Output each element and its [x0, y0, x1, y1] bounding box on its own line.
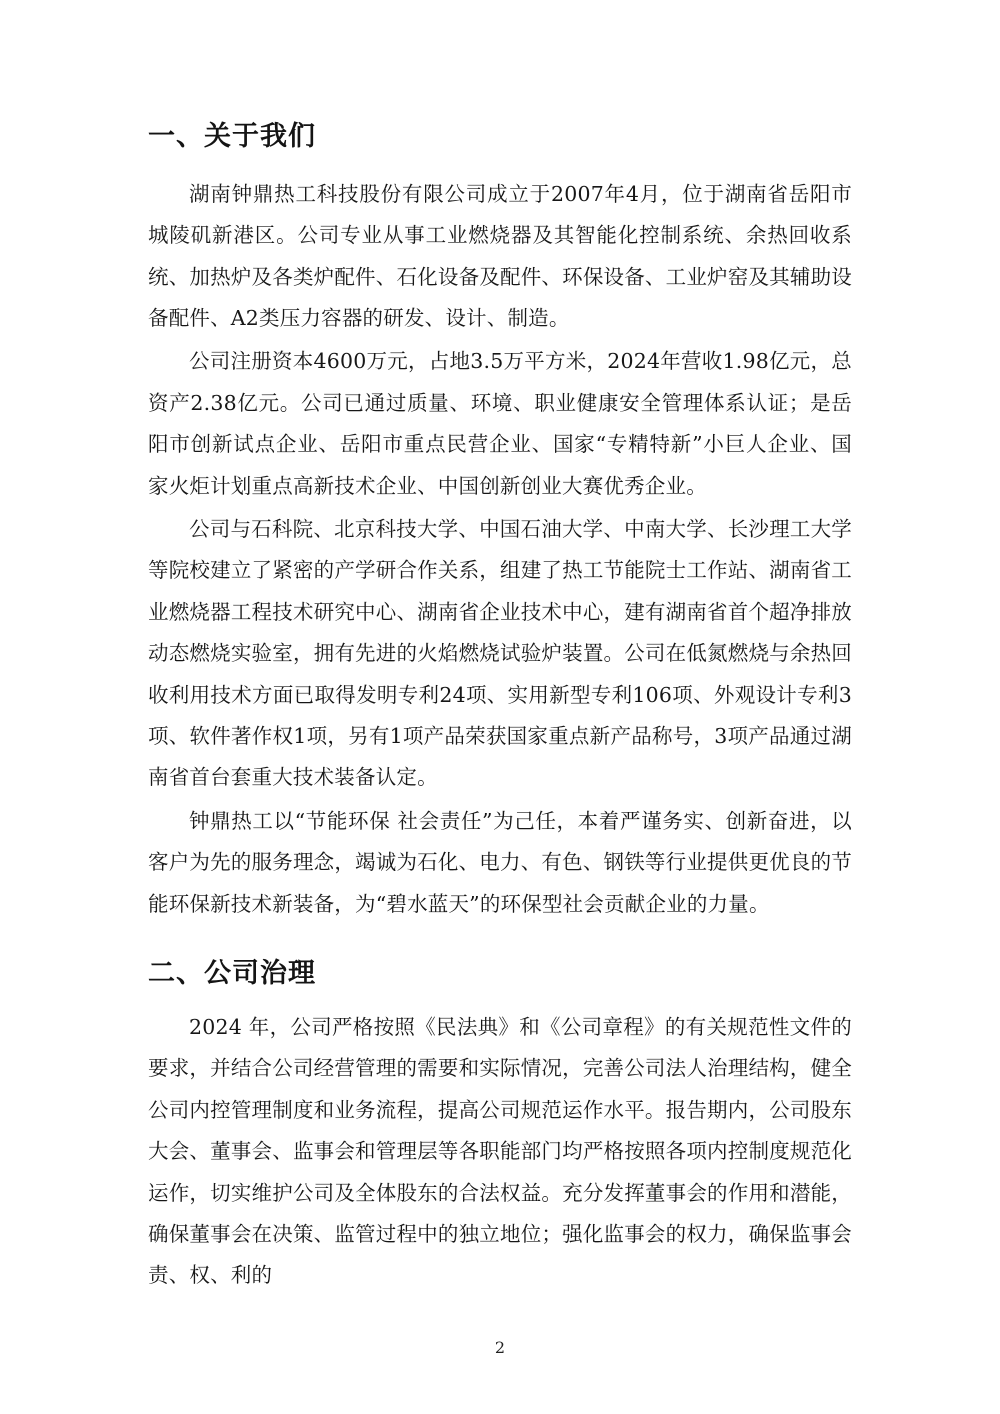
paragraph: 公司与石科院、北京科技大学、中国石油大学、中南大学、长沙理工大学等院校建立了紧密的产学研合作关系，组建了热工节能院士工作站、湖南省工业燃烧器工程技术研究中心、湖南省企业技术中心，建有湖南省首个超净排放动态燃烧实验室，拥有先进的火焰燃烧试验炉装置。公司在低氮燃烧与余热回收利用技术方面已取得发明专利24项、实用新型专利106项、外观设计专利3项、软件著作权1项，另有1项产品荣获国家重点新产品称号，3项产品通过湖南省首台套重大技术装备认定。 — [148, 517, 852, 790]
paragraph: 2024 年，公司严格按照《民法典》和《公司章程》的有关规范性文件的要求，并结合公司经营管理的需要和实际情况，完善公司法人治理结构，健全公司内控管理制度和业务流程，提高公司规范运作水平。报告期内，公司股东大会、董事会、监事会和管理层等各职能部门均严格按照各项内控制度规范化运作，切实维护公司及全体股东的合法权益。充分发挥董事会的作用和潜能，确保董事会在决策、监管过程中的独立地位；强化监事会的权力，确保监事会责、权、利的 — [148, 1014, 852, 1288]
document-body — [148, 118, 852, 1297]
section-heading-corporate-governance: 二、公司治理 — [148, 958, 316, 990]
paragraph: 钟鼎热工以“节能环保 社会责任”为己任，本着严谨务实、创新奋进，以客户为先的服务理念，竭诚为石化、电力、有色、钢铁等行业提供更优良的节能环保新技术新装备，为“碧水蓝天”的环保型社会贡献企业的力量。 — [148, 808, 852, 916]
page-number: 2 — [494, 1338, 506, 1357]
paragraph: 湖南钟鼎热工科技股份有限公司成立于2007年4月，位于湖南省岳阳市城陵矶新港区。公司专业从事工业燃烧器及其智能化控制系统、余热回收系统、加热炉及各类炉配件、石化设备及配件、环保设备、工业炉窑及其辅助设备配件、A2类压力容器的研发、设计、制造。 — [148, 181, 852, 331]
section-heading-about-us: 一、关于我们 — [148, 121, 316, 152]
paragraph: 公司注册资本4600万元，占地3.5万平方米，2024年营收1.98亿元，总资产2.38亿元。公司已通过质量、环境、职业健康安全管理体系认证；是岳阳市创新试点企业、岳阳市重点民营企业、国家“专精特新”小巨人企业、国家火炬计划重点高新技术企业、中国创新创业大赛优秀企业。 — [148, 349, 852, 498]
